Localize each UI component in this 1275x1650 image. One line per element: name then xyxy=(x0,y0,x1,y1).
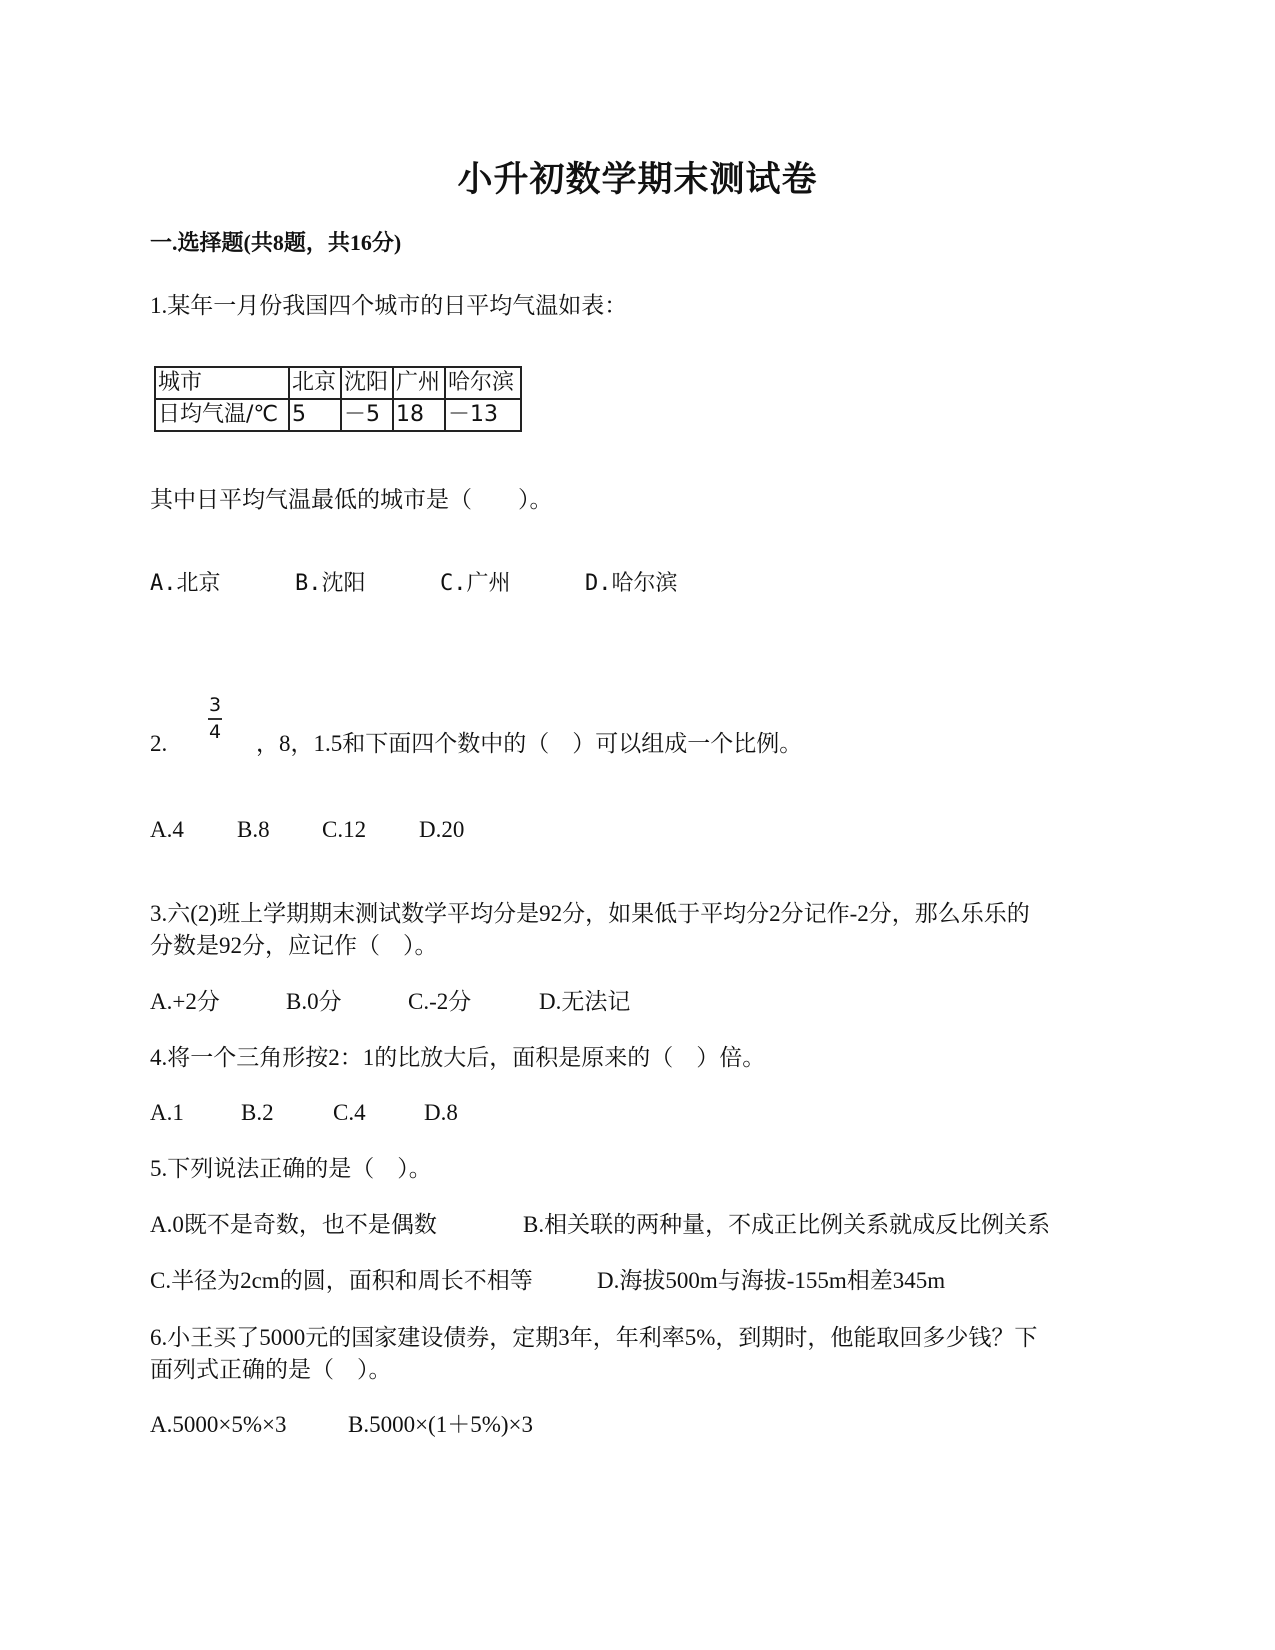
q1-stem: 1.某年一月份我国四个城市的日平均气温如表： xyxy=(150,293,628,318)
table-cell: 城市 xyxy=(155,367,289,399)
fraction-numerator: 3 xyxy=(208,694,222,716)
option-d[interactable]: D.8 xyxy=(424,1100,458,1125)
table-cell: 沈阳 xyxy=(341,367,393,399)
option-d[interactable]: D.20 xyxy=(419,817,465,842)
table-cell: 北京 xyxy=(289,367,341,399)
table-row xyxy=(155,399,521,431)
option-d[interactable]: D.无法记 xyxy=(539,989,631,1014)
q6-stem-line1: 6.小王买了5000元的国家建设债券，定期3年，年利率5%，到期时，他能取回多少钱？下 xyxy=(150,1325,1038,1350)
q4-options xyxy=(150,1101,458,1124)
q3-stem-line1: 3.六(2)班上学期期末测试数学平均分是92分，如果低于平均分2分记作-2分，那么乐乐的 xyxy=(150,901,1030,926)
option-b[interactable]: B.相关联的两种量，不成正比例关系就成反比例关系 xyxy=(523,1212,1051,1237)
table-cell: －5 xyxy=(341,399,393,431)
table-cell: －13 xyxy=(445,399,521,431)
option-d[interactable]: D.海拔500m与海拔-155m相差345m xyxy=(597,1268,946,1293)
option-b[interactable]: B.沈阳 xyxy=(295,571,366,596)
option-a[interactable]: A.5000×5%×3 xyxy=(150,1412,287,1437)
table-cell: 日均气温/℃ xyxy=(155,399,289,431)
option-b[interactable]: B.8 xyxy=(237,817,270,842)
fraction-denominator: 4 xyxy=(208,721,222,743)
option-d[interactable]: D.哈尔滨 xyxy=(585,571,678,596)
q4-stem: 4.将一个三角形按2：1的比放大后，面积是原来的（ ）倍。 xyxy=(150,1045,766,1070)
option-a[interactable]: A.1 xyxy=(150,1100,184,1125)
fraction-three-quarters xyxy=(207,696,223,742)
option-a[interactable]: A.4 xyxy=(150,817,184,842)
option-a[interactable]: A.0既不是奇数，也不是偶数 xyxy=(150,1212,437,1237)
table-row xyxy=(155,367,521,399)
option-c[interactable]: C.-2分 xyxy=(408,989,472,1014)
q1-options xyxy=(150,573,678,595)
table-cell: 18 xyxy=(393,399,445,431)
option-b[interactable]: B.0分 xyxy=(286,989,342,1014)
q6-stem-line2: 面列式正确的是（ ）。 xyxy=(150,1357,392,1382)
section-heading: 一.选择题(共8题，共16分) xyxy=(150,230,402,255)
option-c[interactable]: C.4 xyxy=(333,1100,366,1125)
option-b[interactable]: B.2 xyxy=(241,1100,274,1125)
q2-options xyxy=(150,818,464,841)
q3-stem-line2: 分数是92分，应记作（ ）。 xyxy=(150,933,438,958)
option-a[interactable]: A.北京 xyxy=(150,571,221,596)
table-cell: 5 xyxy=(289,399,341,431)
table-cell: 广州 xyxy=(393,367,445,399)
q2-stem: ，8，1.5和下面四个数中的（ ）可以组成一个比例。 xyxy=(256,731,803,756)
option-b[interactable]: B.5000×(1＋5%)×3 xyxy=(348,1412,534,1437)
table-cell: 哈尔滨 xyxy=(445,367,521,399)
q3-options xyxy=(150,990,630,1013)
option-c[interactable]: C.广州 xyxy=(440,571,511,596)
q5-stem: 5.下列说法正确的是（ ）。 xyxy=(150,1156,432,1181)
q2-number: 2. xyxy=(150,731,168,756)
option-c[interactable]: C.半径为2cm的圆，面积和周长不相等 xyxy=(150,1268,533,1293)
option-a[interactable]: A.+2分 xyxy=(150,989,220,1014)
q1-question: 其中日平均气温最低的城市是（ ）。 xyxy=(150,487,553,512)
option-c[interactable]: C.12 xyxy=(322,817,367,842)
temperature-table xyxy=(154,366,522,432)
page-title: 小升初数学期末测试卷 xyxy=(457,160,818,199)
